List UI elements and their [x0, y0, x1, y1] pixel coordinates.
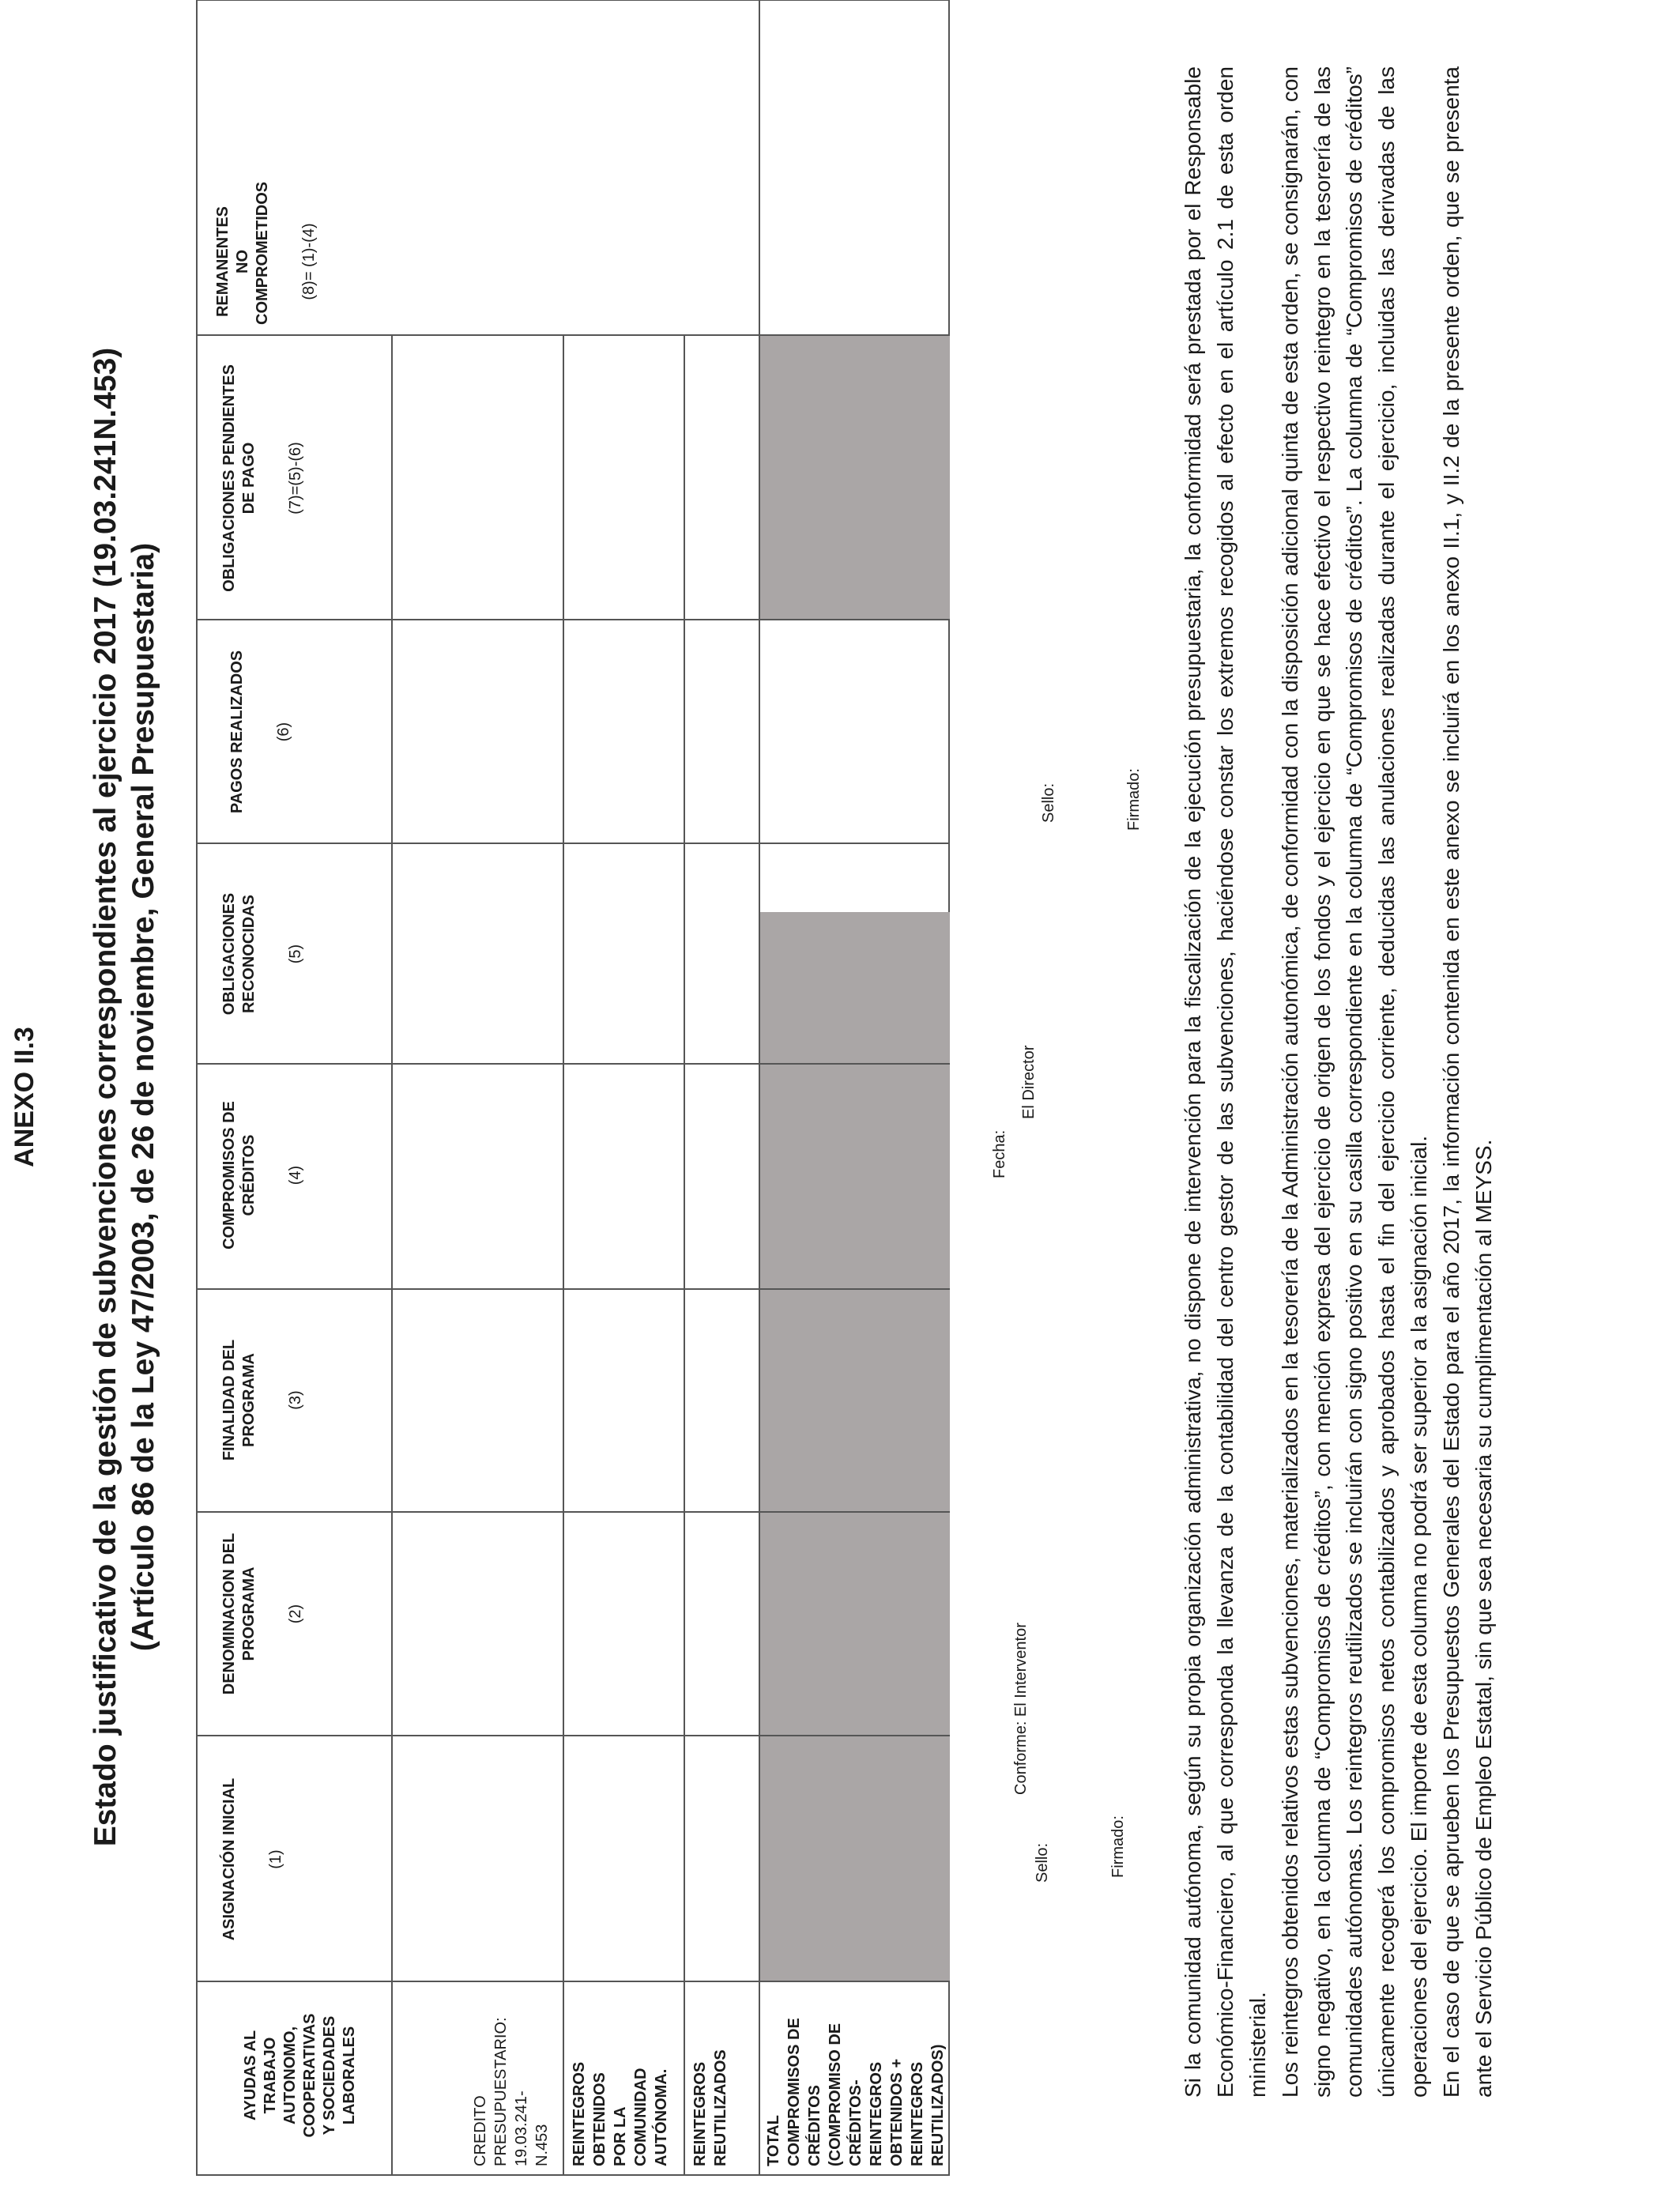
row-label-reintegros-obtenidos: REINTEGROS OBTENIDOS POR LA COMUNIDAD AUTÓNOMA.: [571, 2061, 670, 2166]
header-compromisos: [220, 1092, 306, 1258]
note-paragraph: En el caso de que se aprueben los Presupuestos Generales del Estado para el año 2017, la información contenida en este anexo se incluirá en los anexo II.1, y II.2 de la presente orden, que se presenta ante el Servicio Público de Empleo Estatal, sin que sea necesaria su cumplimentación al MEYSS.: [1439, 66, 1496, 2098]
header-number: (2): [287, 1604, 304, 1624]
note-paragraph: Si la comunidad autónoma, según su propia organización administrativa, no dispone de intervención para la fiscalización de la ejecución presupuestaria, la conformidad será prestada por el Responsable Económico-Financiero, al que corresponda la llevanza de la contabilidad del centro gestor de las subvenciones, haciéndose constar los extremos recogidos al efecto en el artículo 2.1 de esta orden ministerial.: [1181, 66, 1270, 2098]
annex-heading: ANEXO II.3: [9, 1027, 40, 1167]
header-obligaciones-pendientes: [220, 355, 306, 601]
header-finalidad: [220, 1319, 306, 1481]
header-label: FINALIDAD DEL PROGRAMA: [220, 1339, 258, 1461]
director-label: El Director: [1020, 1045, 1038, 1119]
header-number: (5): [287, 944, 304, 964]
firmado-right-label: Firmado:: [1125, 768, 1143, 831]
header-label: OBLIGACIONES RECONOCIDAS: [220, 892, 258, 1016]
first-column-header: AYUDAS AL TRABAJO AUTONOMO, COOPERATIVAS Y SOCIEDADES LABORALES: [242, 2013, 358, 2138]
header-label: DENOMINACION DEL PROGRAMA: [220, 1532, 258, 1695]
row-label-reintegros-reutilizados: REINTEGROS REUTILIZADOS: [691, 2049, 729, 2166]
header-label: REMANENTES NO COMPROMETIDOS: [214, 181, 271, 325]
document-title: Estado justificativo de la gestión de subvenciones correspondientes al ejercicio 2017 (19.03.241N.453): [89, 347, 122, 1847]
header-label: COMPROMISOS DE CRÉDITOS: [220, 1101, 258, 1250]
header-asignacion: [220, 1736, 286, 1982]
row-divider: [563, 336, 564, 2174]
col-divider: [198, 843, 950, 844]
row-divider: [391, 336, 393, 2174]
sello-left-label: Sello:: [1034, 1842, 1051, 1883]
col-divider: [198, 1981, 950, 1982]
fecha-label: Fecha:: [991, 1129, 1008, 1178]
header-label: ASIGNACIÓN INICIAL: [220, 1777, 238, 1941]
header-number: (8)= (1)-(4): [300, 223, 318, 300]
justification-table: [196, 0, 950, 2176]
header-obligaciones-reconocidas: [220, 875, 306, 1033]
document-subtitle: (Artículo 86 de la Ley 47/2003, de 26 de noviembre, General Presupuestaria): [126, 542, 160, 1652]
header-label: PAGOS REALIZADOS: [228, 650, 246, 814]
firmado-left-label: Firmado:: [1109, 1815, 1127, 1878]
header-remanentes: [213, 181, 319, 325]
notes-section: [1177, 66, 1501, 2098]
header-label: OBLIGACIONES PENDIENTES DE PAGO: [220, 364, 258, 592]
col-divider: [198, 1288, 950, 1290]
col-divider: [198, 1063, 950, 1065]
header-number: (6): [275, 722, 292, 742]
header-number: (7)=(5)-(6): [287, 442, 304, 515]
header-number: (4): [287, 1165, 304, 1186]
note-paragraph: Los reintegros obtenidos relativos estas subvenciones, materializados en la tesorería de la Administración autonómica, de conformidad con la disposición adicional quinta de esta orden, se consignarán, con signo negativo, en la columna de “Compromisos de créditos”, con mención expresa del ejercicio de origen de los fondos y el ejercicio en que se hace efectivo el respectivo reintegro en la tesorería de las comunidades autónomas. Los reintegros reutilizados se incluirán con signo positivo en su casilla correspondiente en la columna de “Compromisos de créditos”. La columna de “Compromisos de créditos” únicamente recogerá los compromisos netos contabilizados y aprobados hasta el fin del ejercicio corriente, deducidas las anulaciones realizadas durante el ejercicio, incluidas las derivadas de las operaciones del ejercicio. El importe de esta columna no podrá ser superior a la asignación inicial.: [1277, 66, 1432, 2098]
row-divider: [759, 0, 760, 2174]
col-divider: [198, 1511, 950, 1513]
col-divider: [198, 1735, 950, 1736]
col-divider: [198, 334, 950, 336]
col-divider: [198, 619, 950, 620]
shaded-cell-total-obligaciones: [759, 336, 950, 620]
header-pagos: [228, 633, 294, 831]
row-label-credito: CREDITO PRESUPUESTARIO: 19.03.241-N.453: [472, 2017, 551, 2166]
header-denominacion: [220, 1523, 306, 1705]
conforme-label: Conforme: El Interventor: [1012, 1623, 1030, 1795]
shaded-cell-total-asignacion: [759, 1736, 950, 1982]
sello-right-label: Sello:: [1040, 782, 1057, 823]
row-label-total-compromisos: TOTAL COMPROMISOS DE CRÉDITOS (COMPROMISO DE CRÉDITOS-REINTEGROS OBTENIDOS + REINTEGROS REUTILIZADOS): [765, 2018, 947, 2166]
row-divider: [684, 336, 685, 2174]
shaded-cell-total-denominacion: [759, 912, 950, 1736]
header-number: (3): [287, 1390, 304, 1410]
header-number: (1): [267, 1849, 284, 1869]
